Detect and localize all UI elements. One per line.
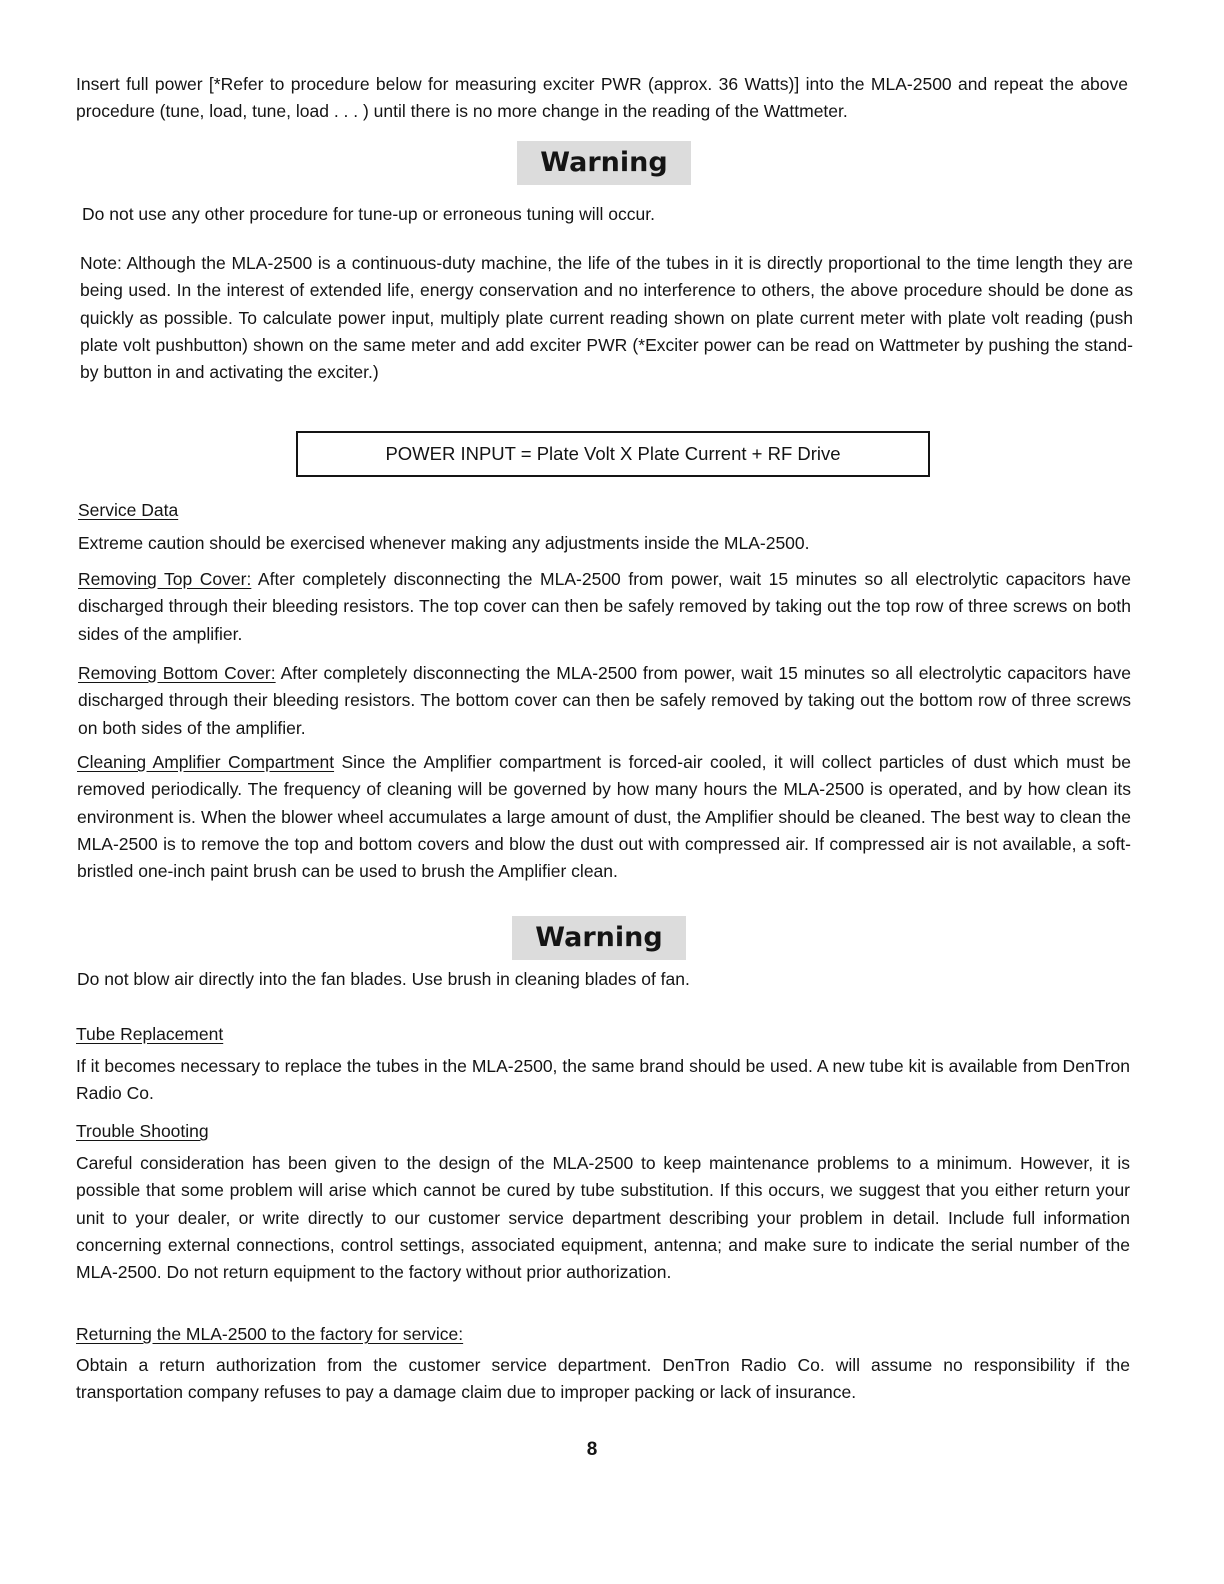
note-paragraph: Note: Although the MLA-2500 is a continuous-duty machine, the life of the tubes in it is directly proportional to the time length they are being used. In the interest of extended life, energy conservation and no interference to others, the above procedure should be done as quickly as possible. To calculate power input, multiply plate current reading shown on plate current meter with plate volt reading (push plate volt pushbutton) shown on the same meter and add exciter PWR (*Exciter power can be read on Wattmeter by pushing the stand-by button in and activating the exciter.): [80, 253, 1133, 383]
cleaning-section: [77, 749, 1131, 885]
tube-replacement-heading: Tube Replacement: [76, 1024, 224, 1044]
trouble-shooting-heading: Trouble Shooting: [76, 1121, 209, 1141]
page-number: 8: [586, 1439, 598, 1460]
top-cover-heading: Removing Top Cover:: [78, 569, 252, 589]
warning-2-text: Do not blow air directly into the fan blades. Use brush in cleaning blades of fan.: [77, 969, 690, 989]
cleaning-text: Since the Amplifier compartment is forced-air cooled, it will collect particles of dust which must be removed periodically. The frequency of cleaning will be governed by how many hours the MLA-2500 is operated, and by how clean its environment is. When the blower wheel accumulates a large amount of dust, the Amplifier should be cleaned. The best way to clean the MLA-2500 is to remove the top and bottom covers and blow the dust out with compressed air. If compressed air is not available, a soft-bristled one-inch paint brush can be used to brush the Amplifier clean.: [77, 752, 1131, 882]
trouble-shooting-text: Careful consideration has been given to the design of the MLA-2500 to keep maintenance problems to a minimum. However, it is possible that some problem will arise which cannot be cured by tube substitution. If this occurs, we suggest that you either return your unit to your dealer, or write directly to our customer service department describing your problem in detail. Include full information concerning external connections, control settings, associated equipment, antenna; and make sure to indicate the serial number of the MLA-2500. Do not return equipment to the factory without prior authorization.: [76, 1153, 1130, 1283]
warning-1-text: Do not use any other procedure for tune-up or erroneous tuning will occur.: [82, 204, 655, 224]
returning-heading: Returning the MLA-2500 to the factory for service:: [76, 1324, 464, 1344]
power-input-formula: POWER INPUT = Plate Volt X Plate Current + RF Drive: [296, 431, 930, 477]
top-cover-text: After completely disconnecting the MLA-2500 from power, wait 15 minutes so all electrolytic capacitors have discharged through their bleeding resistors. The top cover can then be safely removed by taking out the top row of three screws on both sides of the amplifier.: [78, 569, 1132, 644]
service-data-heading: Service Data: [78, 500, 179, 520]
top-cover-section: [78, 566, 1131, 648]
bottom-cover-section: [78, 660, 1131, 742]
cleaning-heading: Cleaning Amplifier Compartment: [77, 752, 335, 772]
warning-banner-2: Warning: [512, 916, 686, 960]
intro-paragraph: Insert full power [*Refer to procedure below for measuring exciter PWR (approx. 36 Watts)] into the MLA-2500 and repeat the above procedure (tune, load, tune, load . . . ) until there is no more change in the reading of the Wattmeter.: [76, 74, 1128, 122]
bottom-cover-text: After completely disconnecting the MLA-2500 from power, wait 15 minutes so all electrolytic capacitors have discharged through their bleeding resistors. The bottom cover can then be safely removed by taking out the bottom row of three screws on both sides of the amplifier.: [78, 663, 1131, 738]
service-data-text: Extreme caution should be exercised whenever making any adjustments inside the MLA-2500.: [78, 533, 810, 553]
tube-replacement-text: If it becomes necessary to replace the tubes in the MLA-2500, the same brand should be used. A new tube kit is available from DenTron Radio Co.: [76, 1056, 1130, 1104]
bottom-cover-heading: Removing Bottom Cover:: [78, 663, 276, 683]
warning-banner-1: Warning: [517, 141, 691, 185]
returning-text: Obtain a return authorization from the customer service department. DenTron Radio Co. will assume no responsibility if the transportation company refuses to pay a damage claim due to improper packing or lack of insurance.: [76, 1355, 1130, 1403]
